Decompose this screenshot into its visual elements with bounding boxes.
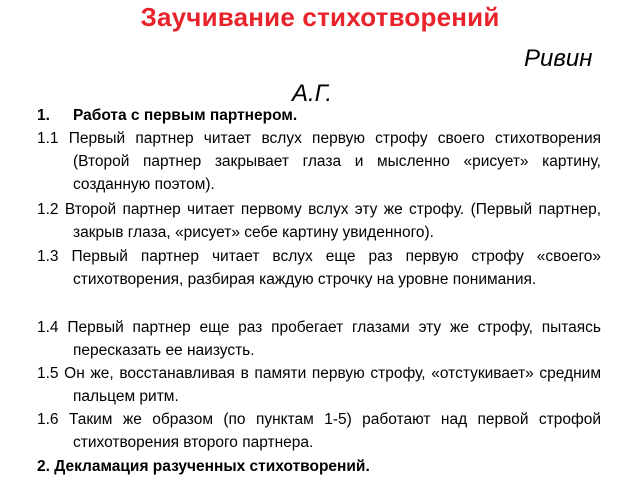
step-text: 1.5 Он же, восстанавливая в памяти первую строфу, «отстукивает» средним пальцем ритм. xyxy=(37,365,601,405)
step-text: 1.3 Первый партнер читает вслух еще раз первую строфу «своего» стихотворения, разбирая каждую строчку на уровне понимания. xyxy=(37,248,601,288)
page-title: Заучивание стихотворений xyxy=(140,2,500,32)
step-text: 1.6 Таким же образом (по пунктам 1-5) работают над первой строфой стихотворения второго партнера. xyxy=(37,411,601,451)
step-1-5 xyxy=(37,362,601,408)
step-1-6 xyxy=(37,408,601,454)
step-1-2 xyxy=(37,198,601,244)
author-initials: А.Г. xyxy=(292,80,332,107)
step-1-4 xyxy=(37,316,601,362)
section-1-heading xyxy=(37,104,601,127)
step-text: 1.2 Второй партнер читает первому вслух эту же строфу. (Первый партнер, закрыв глаза, «рисует» себе картину увиденного). xyxy=(37,201,601,241)
section-2-heading: 2. Декламация разученных стихотворений. xyxy=(37,458,370,475)
step-text: 1.4 Первый партнер еще раз пробегает глазами эту же строфу, пытаясь пересказать ее наизусть. xyxy=(37,319,601,359)
author-surname: Ривин xyxy=(524,45,593,72)
step-1-3 xyxy=(37,245,601,291)
step-1-1 xyxy=(37,127,601,196)
section-1-number: 1. xyxy=(37,107,50,124)
step-text: 1.1 Первый партнер читает вслух первую строфу своего стихотворения (Второй партнер закрывает глаза и мысленно «рисует» картину, созданную поэтом). xyxy=(37,130,601,193)
section-1-title: Работа с первым партнером. xyxy=(73,107,298,124)
